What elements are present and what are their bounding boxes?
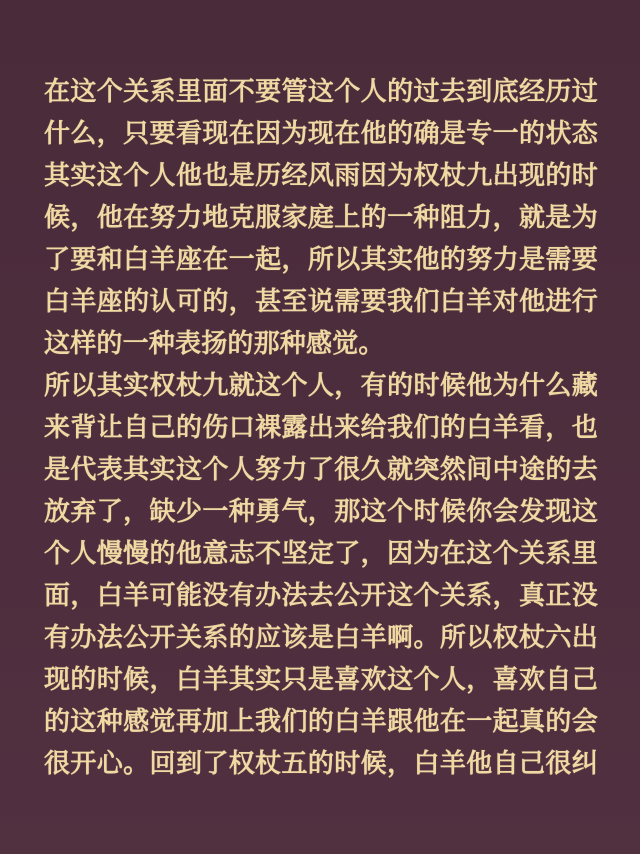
text-line: 有办法公开关系的应该是白羊啊。所以权杖六出 <box>44 622 598 652</box>
text-line: 候，他在努力地克服家庭上的一种阻力，就是为 <box>44 202 598 232</box>
paragraph <box>44 364 598 784</box>
text-line: 所以其实权杖九就这个人，有的时候他为什么藏 <box>44 370 598 400</box>
text-line: 面，白羊可能没有办法去公开这个关系，真正没 <box>44 580 598 610</box>
text-line: 现的时候，白羊其实只是喜欢这个人，喜欢自己 <box>44 664 598 694</box>
text-line: 很开心。回到了权杖五的时候，白羊他自己很纠 <box>44 748 598 778</box>
post-text <box>44 70 598 784</box>
text-line: 了要和白羊座在一起，所以其实他的努力是需要 <box>44 244 598 274</box>
text-line: 在这个关系里面不要管这个人的过去到底经历过 <box>44 76 598 106</box>
text-line: 放弃了，缺少一种勇气，那这个时候你会发现这 <box>44 496 598 526</box>
text-line: 这样的一种表扬的那种感觉。 <box>44 328 385 358</box>
text-line: 的这种感觉再加上我们的白羊跟他在一起真的会 <box>44 706 598 736</box>
text-line: 个人慢慢的他意志不坚定了，因为在这个关系里 <box>44 538 598 568</box>
text-line: 来背让自己的伤口裸露出来给我们的白羊看，也 <box>44 412 598 442</box>
text-line: 白羊座的认可的，甚至说需要我们白羊对他进行 <box>44 286 598 316</box>
text-line: 是代表其实这个人努力了很久就突然间中途的去 <box>44 454 598 484</box>
text-line: 其实这个人他也是历经风雨因为权杖九出现的时 <box>44 160 598 190</box>
text-line: 什么，只要看现在因为现在他的确是专一的状态 <box>44 118 598 148</box>
paragraph <box>44 70 598 364</box>
